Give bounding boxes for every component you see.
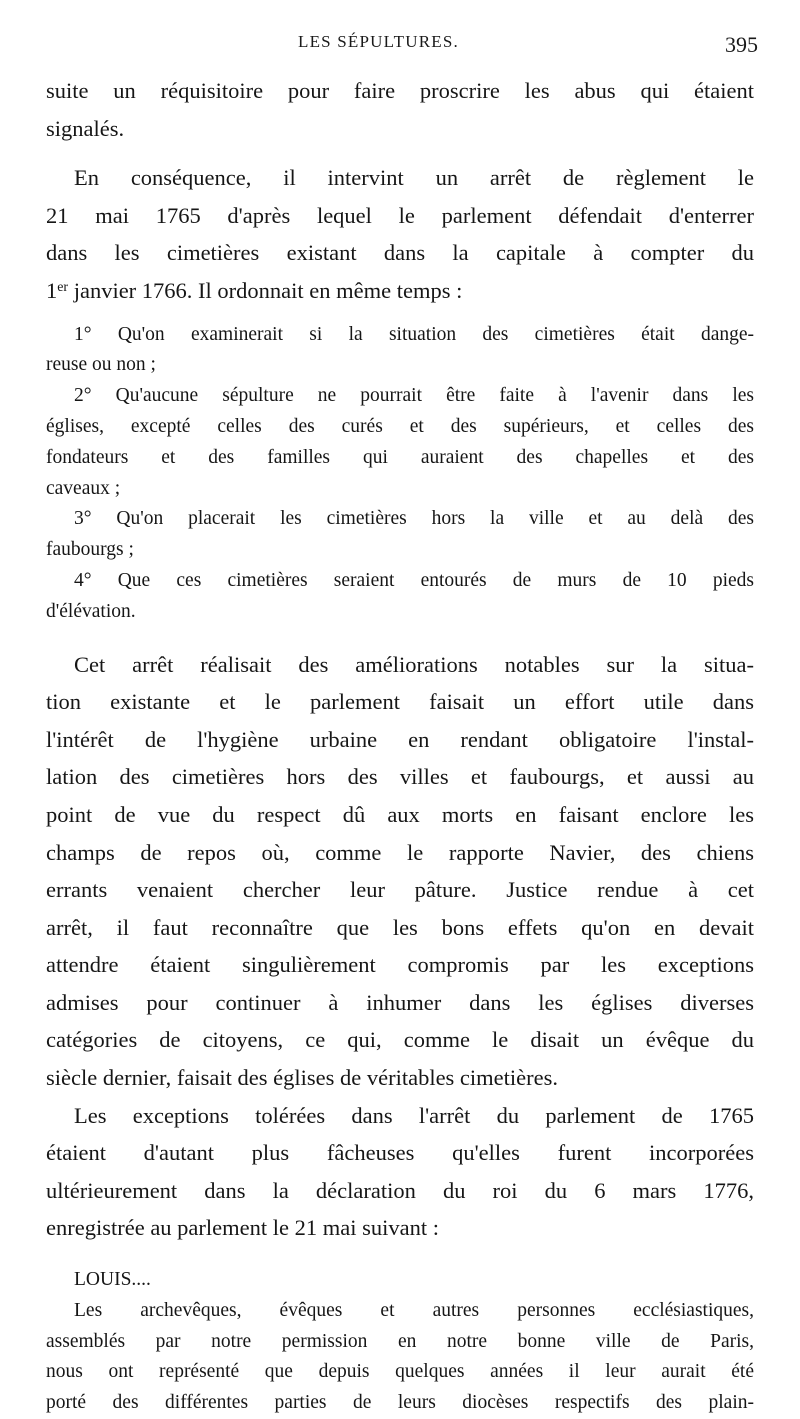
quote-line: assemblés par notre permission en notre bonne ville de Paris, (46, 1330, 754, 1352)
text-line: errants venaient chercher leur pâture. Justice rendue à cet (46, 877, 754, 903)
text-line: admises pour continuer à inhumer dans les églises diverses (46, 989, 754, 1015)
text-line: lation des cimetières hors des villes et faubourgs, et aussi au (46, 764, 754, 790)
quote-line: Les archevêques, évêques et autres personnes ecclésiastiques, (74, 1299, 754, 1321)
text-line: champs de repos où, comme le rapporte Navier, des chiens (46, 839, 754, 865)
royal-declaration-quote (46, 1265, 754, 1419)
text-line: siècle dernier, faisait des églises de véritables cimetières. (46, 1065, 559, 1091)
list-item-line: églises, excepté celles des curés et des supérieurs, et celles des (46, 415, 754, 437)
quote-line: porté des différentes parties de leurs diocèses respectifs des plain- (46, 1392, 754, 1414)
list-item-line: reuse ou non ; (46, 354, 156, 376)
text-line: suite un réquisitoire pour faire proscrire les abus qui étaient (46, 78, 754, 103)
paragraph-consequence (46, 159, 754, 309)
paragraph-continuation (46, 72, 754, 147)
text-line: 1er janvier 1766. Il ordonnait en même temps : (46, 277, 463, 303)
list-item-line: fondateurs et des familles qui auraient des chapelles et des (46, 446, 754, 468)
text-line: attendre étaient singulièrement compromis par les exceptions (46, 952, 754, 978)
text-line: étaient d'autant plus fâcheuses qu'elles furent incorporées (46, 1140, 754, 1166)
list-item-line: caveaux ; (46, 477, 121, 499)
text-line: l'intérêt de l'hygiène urbaine en rendant obligatoire l'instal- (46, 726, 754, 752)
text-line: enregistrée au parlement le 21 mai suivant : (46, 1215, 439, 1241)
quote-line: LOUIS.... (74, 1269, 151, 1291)
text-line: En conséquence, il intervint un arrêt de règlement le (74, 165, 754, 191)
text-line: arrêt, il faut reconnaître que les bons effets qu'on en devait (46, 914, 754, 940)
text-line: 21 mai 1765 d'après lequel le parlement défendait d'enterrer (46, 202, 754, 228)
text-line: Les exceptions tolérées dans l'arrêt du parlement de 1765 (74, 1102, 754, 1128)
running-title: LES SÉPULTURES. (298, 32, 459, 51)
list-item-line: d'élévation. (46, 600, 136, 622)
list-item-line: 4° Que ces cimetières seraient entourés de murs de 10 pieds (74, 569, 754, 591)
text-line: dans les cimetières existant dans la capitale à compter du (46, 240, 754, 266)
quote-line: nous ont représenté que depuis quelques années il leur aurait été (46, 1361, 754, 1383)
text-line: Cet arrêt réalisait des améliorations notables sur la situa- (74, 651, 754, 677)
text-line: tion existante et le parlement faisait un effort utile dans (46, 689, 754, 715)
page-number: 395 (725, 32, 758, 57)
text-line: catégories de citoyens, ce qui, comme le disait un évêque du (46, 1027, 754, 1053)
text-line: point de vue du respect dû aux morts en faisant enclore les (46, 801, 754, 827)
body-text (46, 72, 754, 1419)
ordinance-list (46, 320, 754, 628)
text-line: ultérieurement dans la déclaration du roi du 6 mars 1776, (46, 1177, 754, 1203)
list-item-line: faubourgs ; (46, 539, 134, 561)
list-item-line: 1° Qu'on examinerait si la situation des cimetières était dange- (74, 323, 754, 345)
list-item-line: 2° Qu'aucune sépulture ne pourrait être faite à l'avenir dans les (74, 385, 754, 407)
list-item-line: 3° Qu'on placerait les cimetières hors la ville et au delà des (74, 508, 754, 530)
paragraph-commentary (46, 646, 754, 1248)
text-line: signalés. (46, 115, 125, 141)
running-header (0, 32, 800, 58)
